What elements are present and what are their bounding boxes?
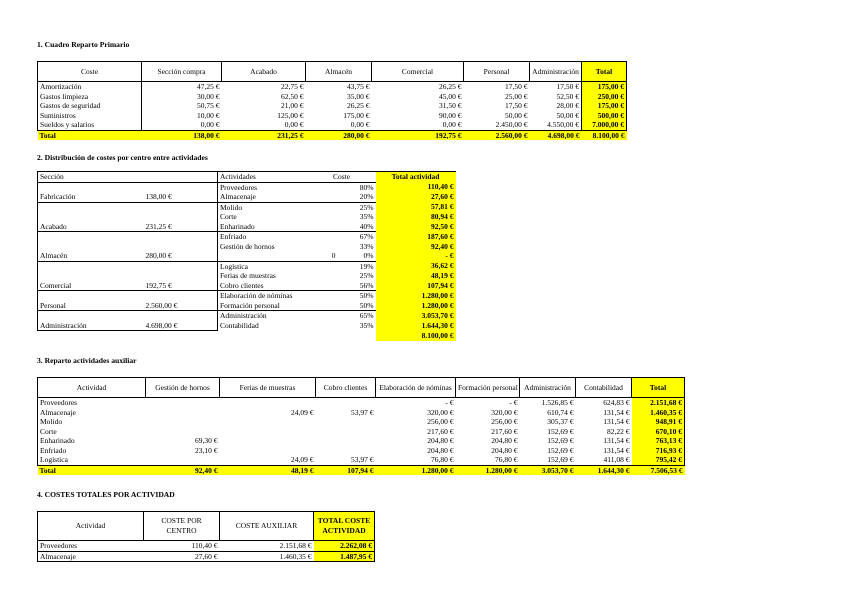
table-cell: 204,80 € [427, 445, 454, 455]
col-header: Elaboración de nóminas [376, 378, 456, 398]
table-cell: 82,22 € [607, 426, 630, 436]
section-1-title: 1. Cuadro Reparto Primario [37, 40, 130, 49]
percentage: 40% [359, 221, 374, 231]
table-cell: 30,00 € [197, 91, 220, 101]
section-2-title: 2. Distribución de costes por centro entre actividades [37, 153, 208, 162]
col-header-total: TOTAL COSTE ACTIVIDAD [314, 512, 375, 541]
activity-label: Proveedores [218, 182, 308, 192]
col-header: COSTE POR CENTRO [144, 512, 220, 541]
col-header: Sección compra [142, 62, 222, 82]
table-cell: 69,30 € [195, 436, 218, 445]
table-row [38, 398, 685, 408]
activity-total: 107,94 € [376, 281, 456, 291]
cost-value [308, 192, 338, 202]
row-label: Amortización [38, 82, 142, 92]
section-label [38, 271, 144, 281]
cost-value [308, 202, 338, 212]
table-cell: 1.487,95 € [314, 551, 375, 562]
percentage: 65% [338, 311, 376, 321]
percentage: 19% [338, 261, 376, 271]
total-cell: 2.560,00 € [464, 130, 530, 140]
activity-label: Contabilidad [220, 320, 259, 330]
table-cell: 76,80 € [495, 455, 518, 464]
table-cell: 320,00 € [427, 407, 454, 417]
col-header: Administración [530, 62, 582, 82]
table-cell: 500,00 € [582, 111, 627, 121]
table-cell: 2.151,68 € [632, 398, 685, 408]
row-label: Almacenaje [38, 408, 146, 418]
table-cell [220, 446, 316, 456]
table-cell: 76,80 € [431, 455, 454, 464]
percentage: 35% [359, 212, 374, 221]
activity-total: 48,19 € [376, 271, 456, 281]
row-label: Proveedores [38, 398, 146, 408]
table-cell: - € [445, 398, 454, 407]
section-cost: 2.560,00 € [144, 301, 218, 311]
table-cell: 50,00 € [505, 110, 528, 120]
table-cell: 175,00 € [582, 82, 627, 92]
table-cell: 256,00 € [427, 417, 454, 426]
percentage: 67% [338, 232, 376, 242]
section-cost: 231,25 € [144, 222, 218, 232]
activity-label: Ferias de muestras [220, 271, 276, 280]
table-cell [316, 417, 376, 427]
table-row [38, 551, 375, 562]
activity-total: 187,60 € [376, 232, 456, 242]
table-cell: 0,00 € [284, 120, 304, 129]
total-cell: 8.100,00 € [582, 130, 627, 140]
table-row [38, 92, 627, 102]
table-cell [220, 417, 316, 427]
section-3-title: 3. Reparto actividades auxiliar [37, 356, 137, 365]
col-header: COSTE AUXILIAR [220, 512, 314, 541]
section-label [38, 242, 144, 252]
table-cell: 175,00 € [582, 101, 627, 111]
activity-label: Elaboración de nóminas [218, 291, 308, 301]
table-row [38, 321, 456, 331]
table-cell: 17,50 € [530, 82, 582, 92]
table-cell: 24,09 € [291, 455, 314, 464]
table-cell: 22,75 € [281, 82, 304, 91]
col-header: Actividades [218, 172, 308, 183]
table-row [38, 436, 685, 446]
table-row [38, 82, 627, 92]
percentage: 0% [363, 251, 374, 260]
section-label: Almacén [38, 251, 144, 261]
activity-label: Almacenaje [220, 192, 256, 201]
section-label [38, 202, 144, 212]
section-cost [144, 212, 218, 222]
total-cell: 92,40 € [146, 465, 220, 475]
table-row [38, 192, 456, 202]
table-row [38, 101, 627, 111]
activity-label: Molido [218, 202, 308, 212]
table-cell [146, 417, 220, 427]
activity-total: 1.280,00 € [376, 291, 456, 301]
activity-total: 1.644,30 € [376, 321, 456, 331]
percentage: 20% [359, 192, 374, 201]
table-cell: 1.526,85 € [541, 398, 574, 407]
col-header: Almacén [306, 62, 372, 82]
table-row [38, 182, 456, 192]
table-row [38, 242, 456, 252]
section-cost [144, 291, 218, 301]
table-cell: 110,40 € [144, 541, 220, 552]
row-label: Suministros [38, 111, 142, 121]
table-cell: 23,10 € [195, 445, 218, 455]
col-header: Coste [38, 62, 142, 82]
col-header-total: Total [582, 62, 627, 82]
table-cell: 31,50 € [439, 101, 462, 110]
col-header: Formación personal [456, 378, 520, 398]
cost-value [308, 182, 338, 192]
activity-total: 92,40 € [376, 242, 456, 252]
table-row [38, 311, 456, 321]
table-cell: 795,42 € [632, 455, 685, 465]
table-cell [146, 455, 220, 465]
table-row [38, 212, 456, 222]
table-cell: 45,00 € [439, 91, 462, 101]
total-cell: 1.644,30 € [576, 465, 632, 475]
table-cell: 204,80 € [491, 445, 518, 455]
table-cell: 175,00 € [343, 110, 370, 120]
total-cell: 1.280,00 € [456, 465, 520, 475]
table-row [38, 281, 456, 291]
table-cell: 948,91 € [632, 417, 685, 427]
table-row [38, 222, 456, 232]
cost-value [308, 311, 338, 321]
section-cost [144, 311, 218, 321]
activity-total: 36,62 € [376, 261, 456, 271]
table-cell [146, 398, 220, 408]
col-header: Actividad [38, 512, 144, 541]
table-row [38, 232, 456, 242]
activity-label: Enharinado [220, 221, 255, 231]
cost-value [308, 281, 338, 291]
section-cost: 192,75 € [144, 281, 218, 291]
table-cell: 53,97 € [351, 407, 374, 417]
cost-value: 0 [331, 251, 336, 260]
total-label: Total [38, 130, 142, 140]
section-cost [144, 182, 218, 192]
col-header [144, 172, 218, 183]
table-row [38, 301, 456, 311]
percentage: 80% [338, 182, 376, 192]
table-row [38, 446, 685, 456]
activity-label: Enfriado [218, 232, 308, 242]
total-cell: 107,94 € [316, 465, 376, 475]
section-cost [144, 242, 218, 252]
row-label: Proveedores [38, 541, 144, 552]
percentage: 56% [359, 280, 374, 290]
row-label: Almacenaje [38, 551, 144, 562]
activity-total: 27,60 € [376, 192, 456, 202]
table-cell: 28,00 € [530, 101, 582, 111]
table-cell [316, 436, 376, 446]
table-cell: 4.550,00 € [530, 120, 582, 130]
table-cell [316, 398, 376, 408]
activity-total: 80,94 € [376, 212, 456, 222]
row-label: Enfriado [38, 446, 146, 456]
activity-total: 57,81 € [376, 202, 456, 212]
total-cell: 231,25 € [222, 130, 306, 140]
table-cell: 250,00 € [582, 92, 627, 102]
table-cell: 26,25 € [439, 82, 462, 91]
table-cell: 131,54 € [603, 445, 630, 455]
total-cell: 1.280,00 € [376, 465, 456, 475]
table-cell: 204,80 € [491, 436, 518, 445]
total-cell: 138,00 € [142, 130, 222, 140]
section-label [38, 291, 144, 301]
col-header: Acabado [222, 62, 306, 82]
table-cell: 763,13 € [632, 436, 685, 446]
table-cell [220, 436, 316, 446]
section-label: Personal [38, 301, 144, 311]
cost-value [308, 321, 338, 331]
activity-label: Logística [218, 261, 308, 271]
section-cost: 280,00 € [144, 251, 218, 261]
table-cell: 7.000,00 € [582, 120, 627, 130]
table-cell: 204,80 € [427, 436, 454, 445]
section-cost [144, 271, 218, 281]
table-cell: 24,09 € [291, 407, 314, 417]
section-label [38, 261, 144, 271]
col-header: Actividad [38, 378, 146, 398]
table-cell: 21,00 € [281, 101, 304, 110]
col-header: Contabilidad [576, 378, 632, 398]
section-cost [144, 261, 218, 271]
table-row [38, 271, 456, 281]
row-label: Molido [38, 417, 146, 427]
percentage: 50% [359, 300, 374, 310]
total-cell: 7.506,53 € [632, 465, 685, 475]
table-cell: 27,60 € [144, 551, 220, 562]
section-label: Administración [38, 321, 144, 331]
col-header-total: Total [632, 378, 685, 398]
row-label: Corte [38, 427, 146, 437]
section-label [38, 212, 144, 222]
grand-total: 8.100,00 € [376, 331, 456, 341]
table-cell [220, 398, 316, 408]
table-cell [220, 427, 316, 437]
table-cell: 670,10 € [632, 427, 685, 437]
total-cell: 4.698,00 € [530, 130, 582, 140]
table-cell: 17,50 € [505, 101, 528, 110]
table-cell: 25,00 € [505, 91, 528, 101]
table-cell: 131,54 € [603, 417, 630, 426]
table-cell: 131,54 € [603, 436, 630, 445]
cost-value [308, 212, 338, 222]
table-cell: 152,69 € [547, 436, 574, 445]
total-cell: 3.053,70 € [520, 465, 576, 475]
table-cell: 62,50 € [281, 91, 304, 101]
percentage: 25% [338, 202, 376, 212]
percentage: 35% [359, 320, 374, 330]
table-cell: 50,75 € [197, 101, 220, 110]
table-cell: 47,25 € [197, 82, 220, 91]
table-cell: 152,69 € [547, 455, 574, 464]
table-cell [146, 427, 220, 437]
total-label: Total [38, 465, 146, 475]
section-label: Comercial [38, 281, 144, 291]
table-distribucion-costes [37, 171, 456, 341]
col-header: Administración [520, 378, 576, 398]
activity-total: 110,40 € [376, 182, 456, 192]
col-header: Sección [38, 172, 144, 183]
table-cell: 1.460,35 € [632, 408, 685, 418]
section-cost [144, 202, 218, 212]
cost-value [308, 242, 338, 252]
activity-label: Administración [218, 311, 308, 321]
table-row [38, 417, 685, 427]
cost-value [308, 261, 338, 271]
table-cell: 217,60 € [491, 426, 518, 436]
table-cell [316, 427, 376, 437]
col-header-total: Total actividad [376, 172, 456, 183]
activity-label: Corte [220, 212, 237, 221]
activity-total: - € [376, 251, 456, 261]
table-cell: 0,00 € [200, 120, 220, 129]
table-cell: 624,83 € [603, 398, 630, 407]
table-row [38, 202, 456, 212]
table-row [38, 427, 685, 437]
total-cell: 192,75 € [372, 130, 464, 140]
table-cell: 0,00 € [350, 120, 370, 129]
table-row [38, 111, 627, 121]
row-label: Gastos limpieza [38, 92, 142, 102]
section-cost [144, 232, 218, 242]
section-cost: 4.698,00 € [144, 321, 218, 331]
section-label [38, 232, 144, 242]
cost-value [308, 271, 338, 281]
cost-value [308, 232, 338, 242]
table-cell: 131,54 € [603, 407, 630, 417]
table-cell: 610,74 € [547, 407, 574, 417]
section-label: Fabricación [38, 192, 144, 202]
col-header: Coste [308, 172, 376, 183]
col-header: Personal [464, 62, 530, 82]
table-cell: 10,00 € [197, 110, 220, 120]
activity-label: Gestión de hornos [220, 241, 275, 251]
table-cell: 217,60 € [427, 426, 454, 436]
table-cell: 53,97 € [351, 455, 374, 464]
activity-label: Cobro clientes [220, 280, 264, 290]
table-cell [146, 408, 220, 418]
row-label: Sueldos y salarios [38, 120, 142, 130]
section-4-title: 4. COSTES TOTALES POR ACTIVIDAD [37, 490, 175, 499]
cost-value [308, 222, 338, 232]
table-reparto-primario [37, 61, 627, 140]
table-cell: 411,08 € [603, 455, 630, 464]
row-label: Gastos de seguridad [38, 101, 142, 111]
percentage: 50% [338, 291, 376, 301]
table-cell: 0,00 € [442, 120, 462, 129]
table-reparto-auxiliar [37, 377, 685, 475]
col-header: Cobro clientes [316, 378, 376, 398]
row-label: Logística [38, 455, 146, 465]
section-cost: 138,00 € [144, 192, 218, 202]
col-header: Gestión de hornos [146, 378, 220, 398]
table-cell: 52,50 € [530, 92, 582, 102]
table-cell: 43,75 € [347, 82, 370, 91]
table-cell: 256,00 € [491, 417, 518, 426]
table-cell [316, 446, 376, 456]
activity-label: Formación personal [220, 300, 280, 310]
table-row [38, 541, 375, 552]
table-cell: 17,50 € [505, 82, 528, 91]
table-cell: 26,25 € [347, 101, 370, 110]
activity-total: 1.280,00 € [376, 301, 456, 311]
row-label: Enharinado [38, 436, 146, 446]
table-cell: 90,00 € [439, 110, 462, 120]
activity-label [218, 251, 308, 261]
total-cell: 48,19 € [220, 465, 316, 475]
table-cell: 50,00 € [530, 111, 582, 121]
percentage: 25% [359, 271, 374, 280]
table-row [38, 291, 456, 301]
table-row [38, 251, 456, 261]
table-cell: 716,93 € [632, 446, 685, 456]
section-label [38, 182, 144, 192]
table-cell: 2.450,00 € [495, 120, 528, 129]
table-cell: 2.262,08 € [314, 541, 375, 552]
table-cell: 125,00 € [277, 110, 304, 120]
section-label: Acabado [38, 222, 144, 232]
cost-value [308, 291, 338, 301]
percentage: 33% [359, 241, 374, 251]
table-row [38, 455, 685, 465]
table-cell: 305,37 € [547, 417, 574, 426]
col-header: Ferias de muestras [220, 378, 316, 398]
total-cell: 280,00 € [306, 130, 372, 140]
section-label [38, 311, 144, 321]
table-cell: 1.460,35 € [220, 551, 314, 562]
activity-total: 3.053,70 € [376, 311, 456, 321]
table-cell: 320,00 € [491, 407, 518, 417]
table-costes-totales [37, 511, 375, 562]
cost-value [308, 301, 338, 311]
table-row [38, 120, 627, 130]
table-cell: 2.151,68 € [220, 541, 314, 552]
activity-total: 92,50 € [376, 222, 456, 232]
table-cell: 152,69 € [547, 426, 574, 436]
col-header: Comercial [372, 62, 464, 82]
table-cell: - € [509, 398, 518, 407]
table-row [38, 261, 456, 271]
table-row [38, 408, 685, 418]
table-cell: 35,00 € [347, 91, 370, 101]
table-cell: 152,69 € [547, 445, 574, 455]
